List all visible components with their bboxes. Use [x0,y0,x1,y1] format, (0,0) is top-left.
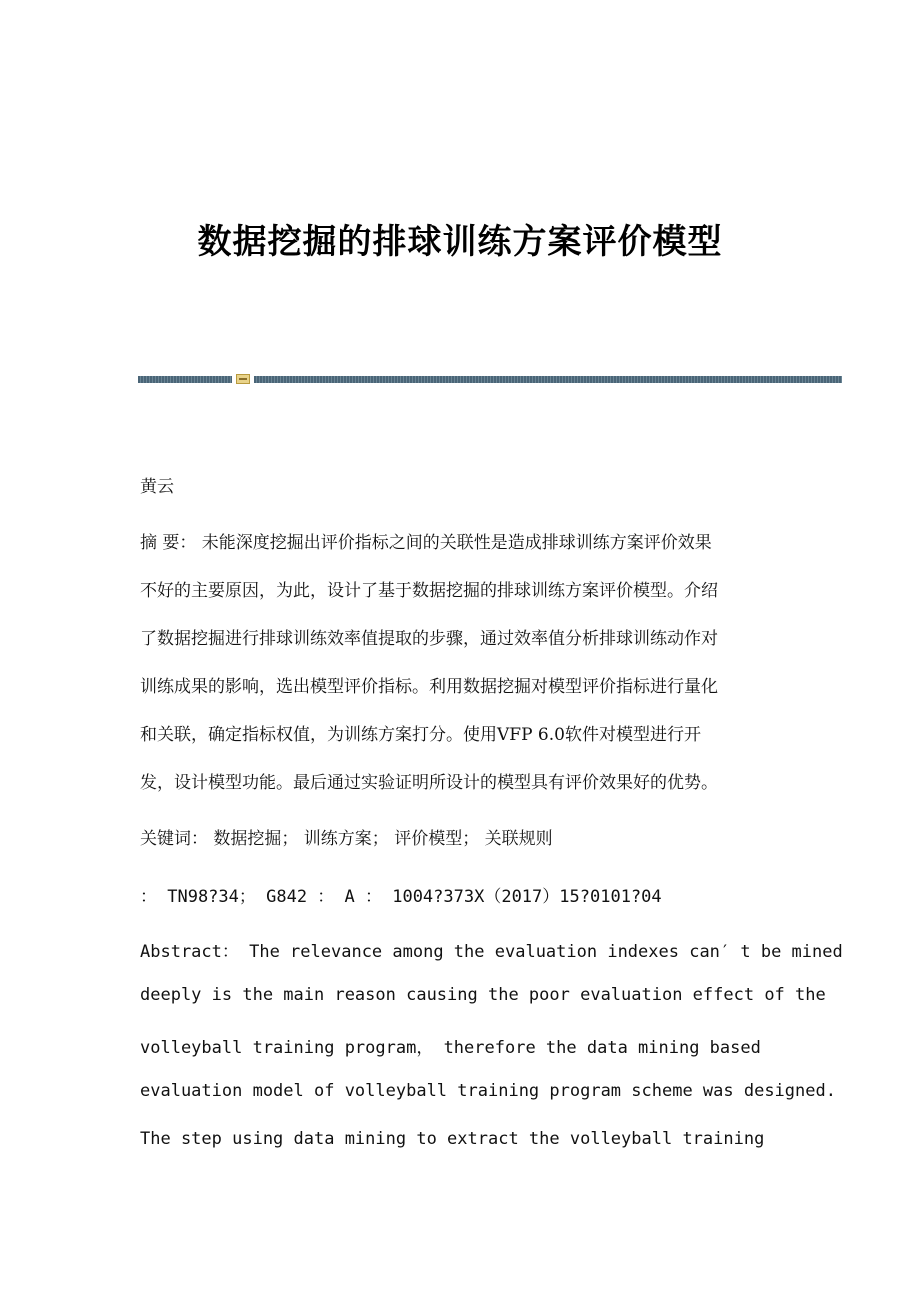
abstract-cn-line-4: 训练成果的影响，选出模型评价指标。利用数据挖掘对模型评价指标进行量化 [140,677,718,697]
title-divider [138,374,842,384]
abstract-cn-line-3: 了数据挖掘进行排球训练效率值提取的步骤，通过效率值分析排球训练动作对 [140,629,718,649]
abstract-cn-line-5: 和关联，确定指标权值，为训练方案打分。使用VFP 6.0软件对模型进行开 [140,725,701,745]
abstract-en-line-4: evaluation model of volleyball training program scheme was designed. [140,1081,836,1101]
divider-bar-right [254,376,842,383]
abstract-en-line-5: The step using data mining to extract the volleyball training [140,1129,765,1149]
abstract-en-line-2: deeply is the main reason causing the poor evaluation effect of the [140,985,826,1005]
abstract-en-line-3: volleyball training program， therefore the data mining based [140,1038,761,1058]
keywords-line: 关键词： 数据挖掘； 训练方案； 评价模型； 关联规则 [140,829,553,849]
abstract-cn-line-1: 摘 要： 未能深度挖掘出评价指标之间的关联性是造成排球训练方案评价效果 [140,533,712,553]
abstract-cn-line-2: 不好的主要原因，为此，设计了基于数据挖掘的排球训练方案评价模型。介绍 [140,581,718,601]
classification-line: ： TN98?34； G842 ： A ： 1004?373X（2017）15?0101?04 [140,887,662,907]
abstract-cn-line-6: 发，设计模型功能。最后通过实验证明所设计的模型具有评价效果好的优势。 [140,773,718,793]
abstract-en-line-1: Abstract： The relevance among the evaluation indexes can′ t be mined [140,942,843,962]
divider-ornament-icon [236,374,250,384]
document-title: 数据挖掘的排球训练方案评价模型 [197,222,723,262]
divider-bar-left [138,376,232,383]
author-name: 黄云 [140,477,174,497]
